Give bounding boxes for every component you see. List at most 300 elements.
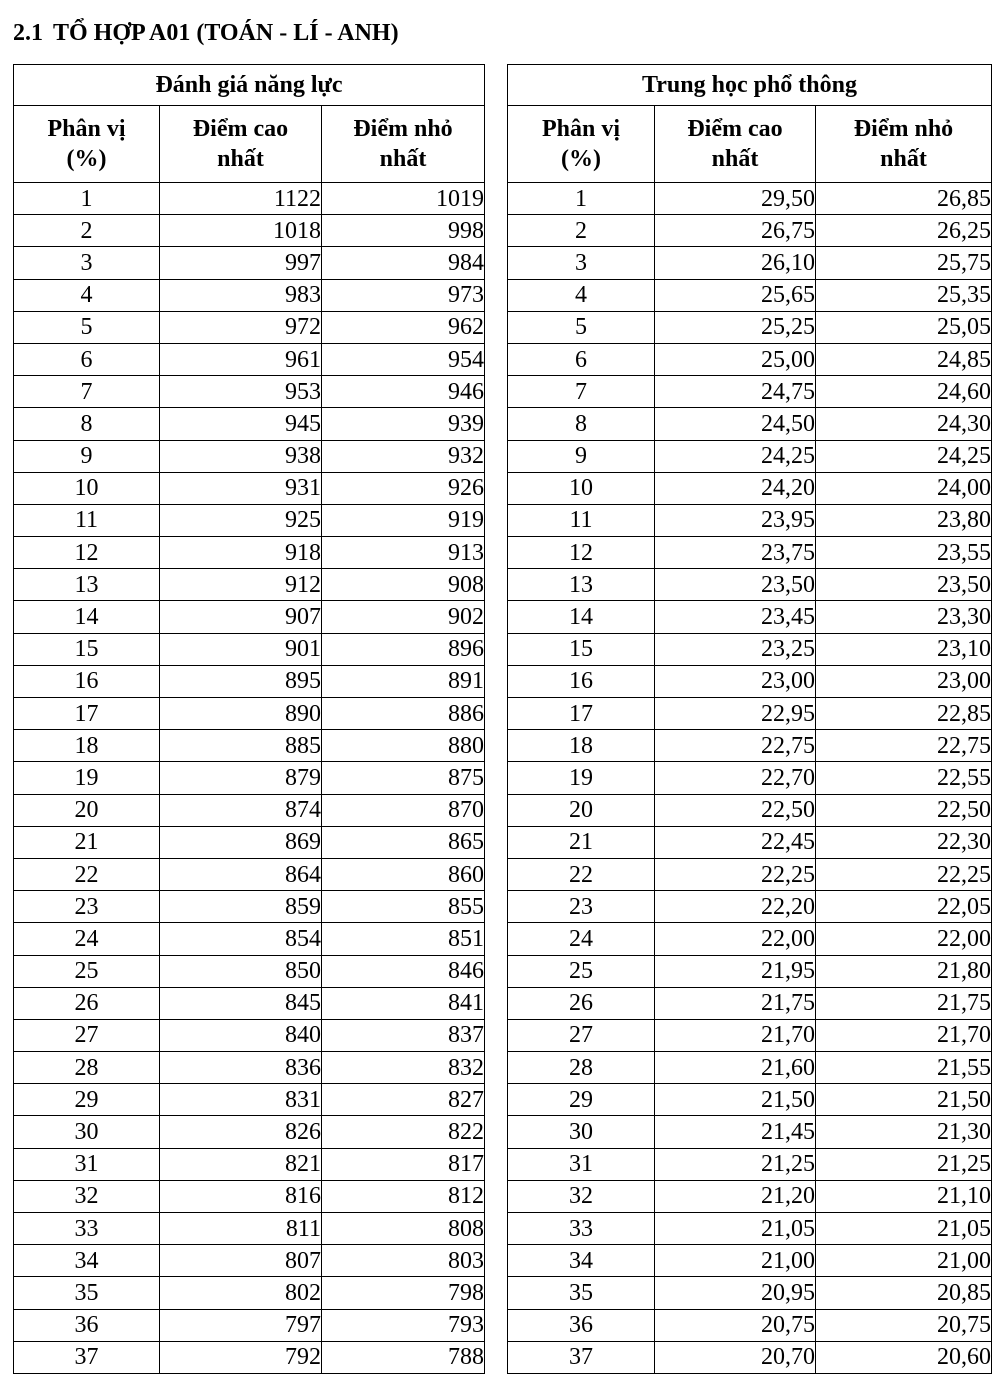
table-row bbox=[508, 1019, 992, 1051]
max-score-cell: 918 bbox=[160, 537, 322, 569]
min-score-cell: 24,00 bbox=[816, 472, 992, 504]
min-score-cell: 21,30 bbox=[816, 1116, 992, 1148]
min-score-cell: 22,50 bbox=[816, 794, 992, 826]
min-score-cell: 855 bbox=[322, 891, 485, 923]
table-row bbox=[508, 826, 992, 858]
table-row bbox=[14, 311, 485, 343]
table-row bbox=[508, 794, 992, 826]
max-score-cell: 24,50 bbox=[655, 408, 816, 440]
percentile-cell: 4 bbox=[14, 279, 160, 311]
max-score-cell: 26,75 bbox=[655, 215, 816, 247]
max-score-cell: 864 bbox=[160, 858, 322, 890]
table-row bbox=[508, 279, 992, 311]
max-score-cell: 22,95 bbox=[655, 698, 816, 730]
percentile-cell: 23 bbox=[14, 891, 160, 923]
percentile-cell: 6 bbox=[14, 343, 160, 375]
thpt-table-title: Trung học phổ thông bbox=[508, 65, 992, 106]
table-row bbox=[508, 440, 992, 472]
table-row bbox=[508, 472, 992, 504]
max-score-cell: 23,45 bbox=[655, 601, 816, 633]
max-score-cell: 792 bbox=[160, 1341, 322, 1373]
table-row bbox=[14, 537, 485, 569]
max-score-cell: 21,20 bbox=[655, 1180, 816, 1212]
min-score-cell: 25,05 bbox=[816, 311, 992, 343]
min-score-cell: 23,55 bbox=[816, 537, 992, 569]
table-row bbox=[14, 987, 485, 1019]
min-score-cell: 973 bbox=[322, 279, 485, 311]
min-score-cell: 26,85 bbox=[816, 183, 992, 215]
min-score-cell: 21,25 bbox=[816, 1148, 992, 1180]
min-score-cell: 23,30 bbox=[816, 601, 992, 633]
percentile-cell: 31 bbox=[14, 1148, 160, 1180]
thpt-col-min bbox=[816, 106, 992, 183]
percentile-cell: 6 bbox=[508, 343, 655, 375]
max-score-cell: 24,75 bbox=[655, 376, 816, 408]
header-line: (%) bbox=[66, 146, 107, 172]
table-row bbox=[14, 1213, 485, 1245]
table-row bbox=[508, 633, 992, 665]
min-score-cell: 25,75 bbox=[816, 247, 992, 279]
max-score-cell: 961 bbox=[160, 343, 322, 375]
table-row bbox=[508, 955, 992, 987]
percentile-cell: 15 bbox=[14, 633, 160, 665]
table-row bbox=[14, 1116, 485, 1148]
table-row bbox=[14, 891, 485, 923]
table-row bbox=[14, 665, 485, 697]
table-row bbox=[508, 730, 992, 762]
percentile-cell: 2 bbox=[14, 215, 160, 247]
header-line: nhất bbox=[379, 146, 427, 172]
max-score-cell: 807 bbox=[160, 1245, 322, 1277]
percentile-cell: 24 bbox=[14, 923, 160, 955]
dgnl-table-body bbox=[14, 183, 485, 1374]
max-score-cell: 23,25 bbox=[655, 633, 816, 665]
max-score-cell: 1018 bbox=[160, 215, 322, 247]
min-score-cell: 788 bbox=[322, 1341, 485, 1373]
percentile-cell: 20 bbox=[14, 794, 160, 826]
percentile-cell: 27 bbox=[14, 1019, 160, 1051]
max-score-cell: 997 bbox=[160, 247, 322, 279]
table-row bbox=[508, 215, 992, 247]
section-heading bbox=[13, 16, 399, 50]
table-row bbox=[508, 698, 992, 730]
percentile-cell: 25 bbox=[508, 955, 655, 987]
table-row bbox=[508, 1245, 992, 1277]
min-score-cell: 23,00 bbox=[816, 665, 992, 697]
max-score-cell: 901 bbox=[160, 633, 322, 665]
min-score-cell: 24,60 bbox=[816, 376, 992, 408]
min-score-cell: 20,75 bbox=[816, 1309, 992, 1341]
percentile-cell: 23 bbox=[508, 891, 655, 923]
table-row bbox=[508, 343, 992, 375]
table-row bbox=[14, 1180, 485, 1212]
max-score-cell: 23,95 bbox=[655, 504, 816, 536]
min-score-cell: 21,05 bbox=[816, 1213, 992, 1245]
max-score-cell: 821 bbox=[160, 1148, 322, 1180]
max-score-cell: 912 bbox=[160, 569, 322, 601]
min-score-cell: 21,50 bbox=[816, 1084, 992, 1116]
max-score-cell: 953 bbox=[160, 376, 322, 408]
percentile-cell: 15 bbox=[508, 633, 655, 665]
header-line: Điểm nhỏ bbox=[353, 116, 453, 142]
min-score-cell: 21,70 bbox=[816, 1019, 992, 1051]
max-score-cell: 811 bbox=[160, 1213, 322, 1245]
table-row bbox=[14, 633, 485, 665]
table-row bbox=[508, 1084, 992, 1116]
percentile-cell: 13 bbox=[14, 569, 160, 601]
max-score-cell: 890 bbox=[160, 698, 322, 730]
percentile-cell: 21 bbox=[14, 826, 160, 858]
table-row bbox=[508, 537, 992, 569]
percentile-cell: 37 bbox=[508, 1341, 655, 1373]
percentile-cell: 5 bbox=[508, 311, 655, 343]
max-score-cell: 20,75 bbox=[655, 1309, 816, 1341]
max-score-cell: 21,25 bbox=[655, 1148, 816, 1180]
percentile-cell: 29 bbox=[508, 1084, 655, 1116]
table-row bbox=[14, 858, 485, 890]
max-score-cell: 29,50 bbox=[655, 183, 816, 215]
percentile-cell: 25 bbox=[14, 955, 160, 987]
max-score-cell: 21,05 bbox=[655, 1213, 816, 1245]
table-row bbox=[14, 1084, 485, 1116]
table-row bbox=[508, 891, 992, 923]
percentile-cell: 14 bbox=[14, 601, 160, 633]
percentile-cell: 10 bbox=[508, 472, 655, 504]
max-score-cell: 907 bbox=[160, 601, 322, 633]
max-score-cell: 840 bbox=[160, 1019, 322, 1051]
header-line: Phân vị bbox=[47, 116, 126, 142]
percentile-cell: 26 bbox=[508, 987, 655, 1019]
percentile-cell: 33 bbox=[14, 1213, 160, 1245]
min-score-cell: 832 bbox=[322, 1052, 485, 1084]
max-score-cell: 22,45 bbox=[655, 826, 816, 858]
min-score-cell: 20,60 bbox=[816, 1341, 992, 1373]
percentile-cell: 19 bbox=[14, 762, 160, 794]
max-score-cell: 24,25 bbox=[655, 440, 816, 472]
table-row bbox=[14, 1019, 485, 1051]
max-score-cell: 1122 bbox=[160, 183, 322, 215]
percentile-cell: 5 bbox=[14, 311, 160, 343]
dgnl-col-max bbox=[160, 106, 322, 183]
table-row bbox=[14, 826, 485, 858]
percentile-cell: 9 bbox=[14, 440, 160, 472]
min-score-cell: 21,00 bbox=[816, 1245, 992, 1277]
max-score-cell: 26,10 bbox=[655, 247, 816, 279]
table-row bbox=[14, 1052, 485, 1084]
thpt-col-max bbox=[655, 106, 816, 183]
max-score-cell: 854 bbox=[160, 923, 322, 955]
percentile-cell: 10 bbox=[14, 472, 160, 504]
percentile-cell: 1 bbox=[508, 183, 655, 215]
min-score-cell: 880 bbox=[322, 730, 485, 762]
percentile-cell: 18 bbox=[14, 730, 160, 762]
table-row bbox=[14, 698, 485, 730]
percentile-cell: 1 bbox=[14, 183, 160, 215]
table-row bbox=[14, 1148, 485, 1180]
header-line: (%) bbox=[561, 146, 601, 172]
max-score-cell: 797 bbox=[160, 1309, 322, 1341]
table-row bbox=[508, 311, 992, 343]
section-title: TỔ HỢP A01 (TOÁN - LÍ - ANH) bbox=[53, 20, 399, 46]
dgnl-table-title: Đánh giá năng lực bbox=[14, 65, 485, 106]
min-score-cell: 22,30 bbox=[816, 826, 992, 858]
min-score-cell: 22,05 bbox=[816, 891, 992, 923]
max-score-cell: 859 bbox=[160, 891, 322, 923]
max-score-cell: 885 bbox=[160, 730, 322, 762]
percentile-cell: 20 bbox=[508, 794, 655, 826]
min-score-cell: 822 bbox=[322, 1116, 485, 1148]
max-score-cell: 931 bbox=[160, 472, 322, 504]
percentile-cell: 27 bbox=[508, 1019, 655, 1051]
max-score-cell: 22,70 bbox=[655, 762, 816, 794]
header-line: Điểm cao bbox=[687, 116, 783, 142]
min-score-cell: 908 bbox=[322, 569, 485, 601]
header-line: nhất bbox=[880, 146, 927, 172]
min-score-cell: 860 bbox=[322, 858, 485, 890]
max-score-cell: 25,00 bbox=[655, 343, 816, 375]
min-score-cell: 808 bbox=[322, 1213, 485, 1245]
table-row bbox=[14, 408, 485, 440]
header-line: Điểm cao bbox=[192, 116, 289, 142]
percentile-cell: 12 bbox=[14, 537, 160, 569]
header-line: nhất bbox=[711, 146, 759, 172]
table-row bbox=[14, 215, 485, 247]
min-score-cell: 24,85 bbox=[816, 343, 992, 375]
percentile-cell: 17 bbox=[14, 698, 160, 730]
dgnl-score-table bbox=[13, 64, 485, 1374]
percentile-cell: 18 bbox=[508, 730, 655, 762]
max-score-cell: 24,20 bbox=[655, 472, 816, 504]
max-score-cell: 925 bbox=[160, 504, 322, 536]
max-score-cell: 879 bbox=[160, 762, 322, 794]
min-score-cell: 896 bbox=[322, 633, 485, 665]
table-row bbox=[14, 440, 485, 472]
max-score-cell: 21,70 bbox=[655, 1019, 816, 1051]
min-score-cell: 21,10 bbox=[816, 1180, 992, 1212]
table-row bbox=[508, 1213, 992, 1245]
percentile-cell: 34 bbox=[14, 1245, 160, 1277]
max-score-cell: 826 bbox=[160, 1116, 322, 1148]
max-score-cell: 22,00 bbox=[655, 923, 816, 955]
min-score-cell: 841 bbox=[322, 987, 485, 1019]
percentile-cell: 21 bbox=[508, 826, 655, 858]
table-row bbox=[14, 247, 485, 279]
percentile-cell: 36 bbox=[508, 1309, 655, 1341]
percentile-cell: 26 bbox=[14, 987, 160, 1019]
max-score-cell: 895 bbox=[160, 665, 322, 697]
table-row bbox=[14, 923, 485, 955]
min-score-cell: 22,55 bbox=[816, 762, 992, 794]
table-row bbox=[14, 762, 485, 794]
percentile-cell: 3 bbox=[14, 247, 160, 279]
min-score-cell: 22,85 bbox=[816, 698, 992, 730]
percentile-cell: 29 bbox=[14, 1084, 160, 1116]
table-row bbox=[508, 1116, 992, 1148]
table-row bbox=[508, 1277, 992, 1309]
table-row bbox=[508, 1180, 992, 1212]
max-score-cell: 850 bbox=[160, 955, 322, 987]
max-score-cell: 21,75 bbox=[655, 987, 816, 1019]
percentile-cell: 2 bbox=[508, 215, 655, 247]
percentile-cell: 28 bbox=[508, 1052, 655, 1084]
table-row bbox=[14, 601, 485, 633]
max-score-cell: 983 bbox=[160, 279, 322, 311]
percentile-cell: 4 bbox=[508, 279, 655, 311]
max-score-cell: 21,60 bbox=[655, 1052, 816, 1084]
max-score-cell: 972 bbox=[160, 311, 322, 343]
table-row bbox=[14, 504, 485, 536]
max-score-cell: 836 bbox=[160, 1052, 322, 1084]
percentile-cell: 11 bbox=[14, 504, 160, 536]
percentile-cell: 35 bbox=[508, 1277, 655, 1309]
percentile-cell: 33 bbox=[508, 1213, 655, 1245]
min-score-cell: 812 bbox=[322, 1180, 485, 1212]
max-score-cell: 831 bbox=[160, 1084, 322, 1116]
min-score-cell: 962 bbox=[322, 311, 485, 343]
percentile-cell: 8 bbox=[14, 408, 160, 440]
min-score-cell: 22,00 bbox=[816, 923, 992, 955]
table-row bbox=[508, 923, 992, 955]
min-score-cell: 954 bbox=[322, 343, 485, 375]
header-line: nhất bbox=[217, 146, 264, 172]
table-row bbox=[508, 408, 992, 440]
percentile-cell: 16 bbox=[508, 665, 655, 697]
max-score-cell: 25,25 bbox=[655, 311, 816, 343]
table-row bbox=[508, 1052, 992, 1084]
min-score-cell: 913 bbox=[322, 537, 485, 569]
min-score-cell: 919 bbox=[322, 504, 485, 536]
max-score-cell: 22,25 bbox=[655, 858, 816, 890]
min-score-cell: 25,35 bbox=[816, 279, 992, 311]
table-row bbox=[508, 1309, 992, 1341]
table-row bbox=[508, 665, 992, 697]
min-score-cell: 21,55 bbox=[816, 1052, 992, 1084]
min-score-cell: 939 bbox=[322, 408, 485, 440]
table-row bbox=[508, 987, 992, 1019]
header-line: Điểm nhỏ bbox=[853, 116, 954, 142]
min-score-cell: 26,25 bbox=[816, 215, 992, 247]
max-score-cell: 20,70 bbox=[655, 1341, 816, 1373]
max-score-cell: 20,95 bbox=[655, 1277, 816, 1309]
table-row bbox=[508, 1341, 992, 1373]
percentile-cell: 35 bbox=[14, 1277, 160, 1309]
min-score-cell: 902 bbox=[322, 601, 485, 633]
table-row bbox=[14, 343, 485, 375]
max-score-cell: 21,50 bbox=[655, 1084, 816, 1116]
min-score-cell: 23,80 bbox=[816, 504, 992, 536]
min-score-cell: 851 bbox=[322, 923, 485, 955]
percentile-cell: 31 bbox=[508, 1148, 655, 1180]
min-score-cell: 803 bbox=[322, 1245, 485, 1277]
percentile-cell: 8 bbox=[508, 408, 655, 440]
max-score-cell: 22,75 bbox=[655, 730, 816, 762]
percentile-cell: 34 bbox=[508, 1245, 655, 1277]
min-score-cell: 817 bbox=[322, 1148, 485, 1180]
max-score-cell: 21,95 bbox=[655, 955, 816, 987]
min-score-cell: 846 bbox=[322, 955, 485, 987]
table-row bbox=[508, 762, 992, 794]
thpt-col-percentile bbox=[508, 106, 655, 183]
percentile-cell: 32 bbox=[508, 1180, 655, 1212]
table-row bbox=[508, 858, 992, 890]
section-number: 2.1 bbox=[13, 20, 43, 46]
max-score-cell: 21,45 bbox=[655, 1116, 816, 1148]
percentile-cell: 36 bbox=[14, 1309, 160, 1341]
percentile-cell: 7 bbox=[508, 376, 655, 408]
min-score-cell: 998 bbox=[322, 215, 485, 247]
table-row bbox=[14, 279, 485, 311]
min-score-cell: 21,75 bbox=[816, 987, 992, 1019]
max-score-cell: 802 bbox=[160, 1277, 322, 1309]
percentile-cell: 16 bbox=[14, 665, 160, 697]
percentile-cell: 12 bbox=[508, 537, 655, 569]
min-score-cell: 23,10 bbox=[816, 633, 992, 665]
thpt-score-table bbox=[507, 64, 992, 1374]
percentile-cell: 30 bbox=[14, 1116, 160, 1148]
table-row bbox=[508, 1148, 992, 1180]
min-score-cell: 865 bbox=[322, 826, 485, 858]
percentile-cell: 37 bbox=[14, 1341, 160, 1373]
percentile-cell: 22 bbox=[508, 858, 655, 890]
min-score-cell: 870 bbox=[322, 794, 485, 826]
max-score-cell: 21,00 bbox=[655, 1245, 816, 1277]
dgnl-col-min bbox=[322, 106, 485, 183]
percentile-cell: 19 bbox=[508, 762, 655, 794]
table-row bbox=[508, 601, 992, 633]
percentile-cell: 30 bbox=[508, 1116, 655, 1148]
percentile-cell: 24 bbox=[508, 923, 655, 955]
table-row bbox=[14, 569, 485, 601]
min-score-cell: 793 bbox=[322, 1309, 485, 1341]
percentile-cell: 32 bbox=[14, 1180, 160, 1212]
table-row bbox=[508, 504, 992, 536]
percentile-cell: 11 bbox=[508, 504, 655, 536]
min-score-cell: 24,30 bbox=[816, 408, 992, 440]
header-line: Phân vị bbox=[541, 116, 621, 142]
table-row bbox=[14, 1341, 485, 1373]
thpt-table-body bbox=[508, 183, 992, 1374]
max-score-cell: 23,75 bbox=[655, 537, 816, 569]
min-score-cell: 23,50 bbox=[816, 569, 992, 601]
percentile-cell: 9 bbox=[508, 440, 655, 472]
min-score-cell: 837 bbox=[322, 1019, 485, 1051]
table-row bbox=[14, 376, 485, 408]
percentile-cell: 3 bbox=[508, 247, 655, 279]
min-score-cell: 20,85 bbox=[816, 1277, 992, 1309]
max-score-cell: 25,65 bbox=[655, 279, 816, 311]
table-row bbox=[508, 569, 992, 601]
max-score-cell: 23,00 bbox=[655, 665, 816, 697]
max-score-cell: 845 bbox=[160, 987, 322, 1019]
min-score-cell: 891 bbox=[322, 665, 485, 697]
min-score-cell: 22,25 bbox=[816, 858, 992, 890]
percentile-cell: 13 bbox=[508, 569, 655, 601]
min-score-cell: 24,25 bbox=[816, 440, 992, 472]
table-row bbox=[14, 1245, 485, 1277]
percentile-cell: 7 bbox=[14, 376, 160, 408]
table-row bbox=[508, 183, 992, 215]
max-score-cell: 23,50 bbox=[655, 569, 816, 601]
min-score-cell: 798 bbox=[322, 1277, 485, 1309]
min-score-cell: 1019 bbox=[322, 183, 485, 215]
table-row bbox=[14, 472, 485, 504]
max-score-cell: 945 bbox=[160, 408, 322, 440]
min-score-cell: 932 bbox=[322, 440, 485, 472]
min-score-cell: 946 bbox=[322, 376, 485, 408]
max-score-cell: 22,50 bbox=[655, 794, 816, 826]
percentile-cell: 22 bbox=[14, 858, 160, 890]
max-score-cell: 22,20 bbox=[655, 891, 816, 923]
